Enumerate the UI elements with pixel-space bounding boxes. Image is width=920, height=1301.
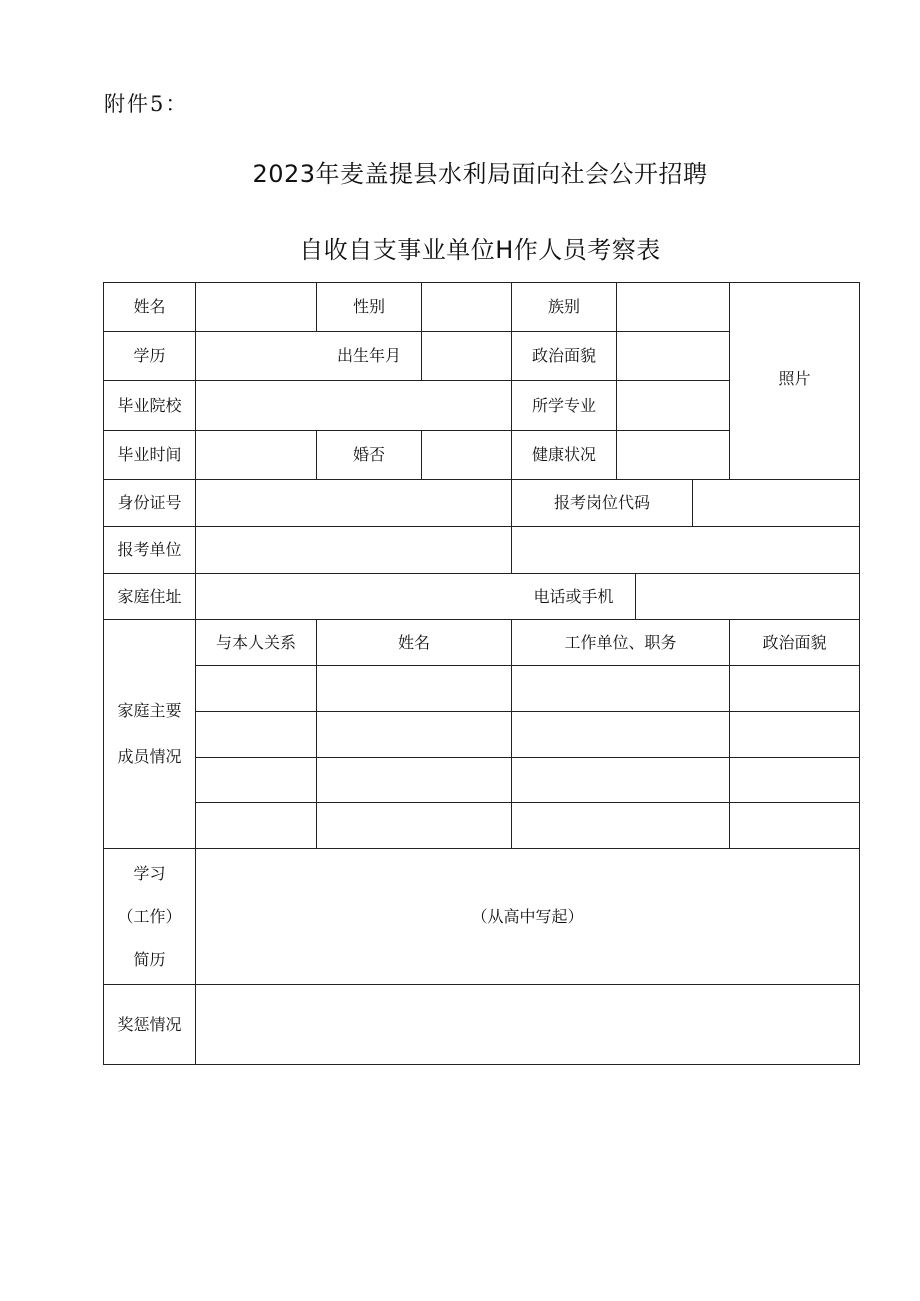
- label-family-members: [104, 620, 195, 848]
- label-gender: 性别: [352, 297, 385, 316]
- family-header-name: 姓名: [397, 632, 430, 652]
- input-major[interactable]: [617, 381, 729, 430]
- label-rewards: 奖惩情况: [117, 1014, 182, 1034]
- label-resume: [104, 849, 195, 984]
- input-ethnicity[interactable]: [617, 283, 729, 331]
- family-header-workplace: 工作单位、职务: [564, 632, 677, 652]
- input-political[interactable]: [617, 332, 729, 380]
- input-birth[interactable]: [422, 332, 511, 380]
- attachment-label: 附件5：: [104, 92, 189, 116]
- input-id-number[interactable]: [196, 480, 511, 526]
- label-ethnicity: 族别: [547, 297, 580, 316]
- input-name[interactable]: [196, 283, 316, 331]
- family-header-political: 政治面貌: [762, 632, 827, 652]
- label-grad-time: 毕业时间: [117, 445, 182, 464]
- input-school[interactable]: [196, 381, 511, 430]
- label-address: 家庭住址: [117, 586, 182, 606]
- family-row[interactable]: [196, 803, 859, 848]
- input-applied-unit[interactable]: [196, 527, 859, 573]
- table-border-right: [859, 282, 860, 1065]
- label-health: 健康状况: [531, 445, 596, 464]
- page-subtitle: 自收自支事业单位H作人员考察表: [299, 236, 661, 264]
- label-name: 姓名: [133, 297, 166, 316]
- resume-hint: （从高中写起）: [471, 906, 584, 926]
- label-applied-unit: 报考单位: [117, 540, 182, 559]
- input-grad-time[interactable]: [196, 431, 316, 479]
- family-row[interactable]: [196, 758, 859, 802]
- family-row[interactable]: [196, 712, 859, 757]
- photo-cell[interactable]: [730, 283, 859, 479]
- label-resume-line2: （工作）: [117, 906, 182, 926]
- label-school: 毕业院校: [117, 395, 182, 415]
- label-political: 政治面貌: [531, 346, 596, 365]
- input-address[interactable]: [196, 574, 511, 619]
- page-title: 2023年麦盖提县水利局面向社会公开招聘: [252, 160, 708, 188]
- label-marital: 婚否: [352, 445, 385, 464]
- family-header-relation: 与本人关系: [215, 632, 296, 652]
- label-family-line2: 成员情况: [117, 747, 182, 766]
- label-id-number: 身份证号: [117, 493, 182, 512]
- input-health[interactable]: [617, 431, 729, 479]
- label-position-code: 报考岗位代码: [553, 493, 650, 512]
- label-resume-line1: 学习: [133, 863, 166, 883]
- family-row[interactable]: [196, 666, 859, 711]
- label-family-line1: 家庭主要: [117, 701, 182, 720]
- label-education: 学历: [133, 346, 166, 365]
- table-border-bottom: [103, 1064, 860, 1065]
- input-gender[interactable]: [422, 283, 511, 331]
- label-phone: 电话或手机: [533, 586, 614, 606]
- label-major: 所学专业: [531, 395, 596, 415]
- label-birth: 出生年月: [336, 346, 401, 365]
- input-resume[interactable]: [196, 849, 859, 984]
- input-phone[interactable]: [636, 574, 859, 619]
- input-rewards[interactable]: [196, 985, 859, 1064]
- input-position-code[interactable]: [693, 480, 859, 526]
- label-photo: 照片: [778, 369, 811, 388]
- input-marital[interactable]: [422, 431, 511, 479]
- label-resume-line3: 简历: [133, 949, 166, 969]
